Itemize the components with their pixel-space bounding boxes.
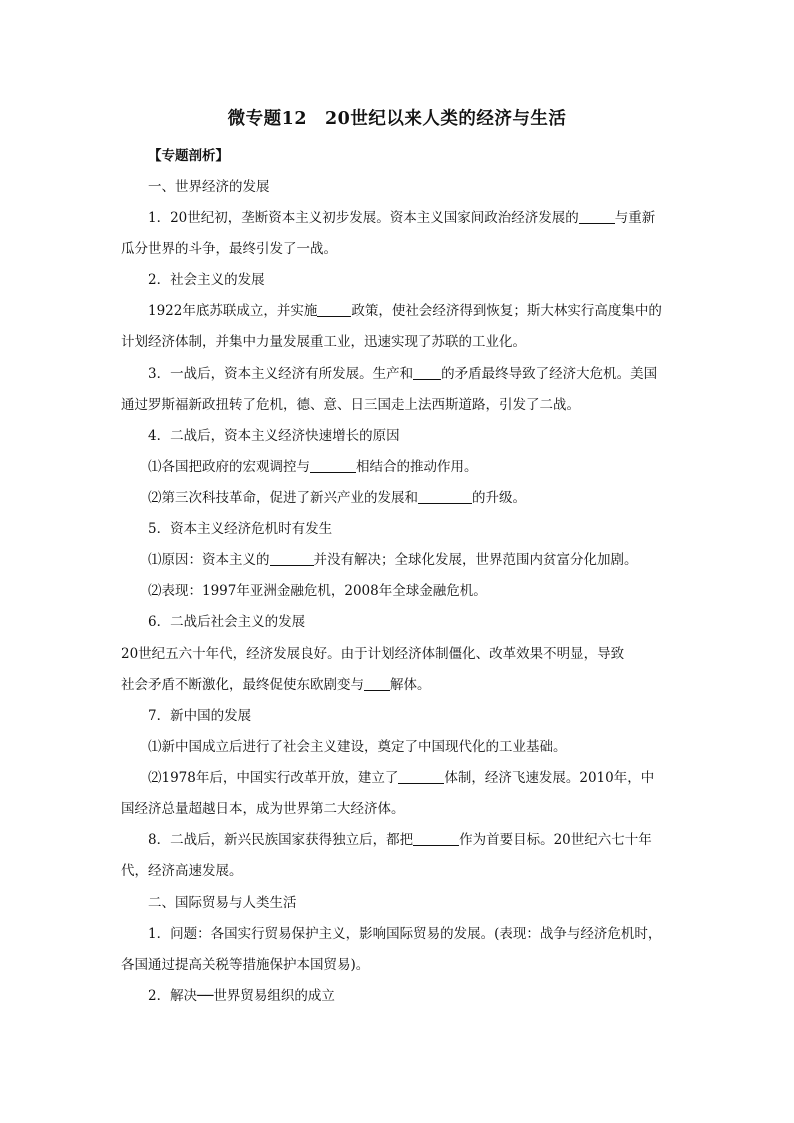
item2-heading: 2．社会主义的发展: [148, 272, 265, 288]
item7-heading: 7．新中国的发展: [148, 708, 252, 724]
item6-line2: 社会矛盾不断激化，最终促使东欧剧变与 解体。: [121, 677, 431, 693]
item2-line1: 1922年底苏联成立，并实施 政策，使社会经济得到恢复；斯大林实行高度集中的: [148, 303, 662, 319]
item7-point2-cont: 国经济总量超越日本，成为世界第二大经济体。: [121, 801, 405, 817]
item5-point1: ⑴原因：资本主义的 并没有解决；全球化发展，世界范围内贫富分化加剧。: [148, 552, 638, 568]
fill-blank[interactable]: [310, 458, 356, 473]
part2-item2-heading: 2．解决──世界贸易组织的成立: [148, 988, 335, 1004]
part2-heading: 二、国际贸易与人类生活: [148, 895, 297, 911]
item4-point1: ⑴各国把政府的宏观调控与 相结合的推动作用。: [148, 459, 478, 475]
item8-line1: 8．二战后，新兴民族国家获得独立后，都把 作为首要目标。20世纪六七十年: [148, 832, 652, 848]
item7-point1: ⑴新中国成立后进行了社会主义建设，奠定了中国现代化的工业基础。: [148, 739, 567, 755]
item4-point2: ⑵第三次科技革命，促进了新兴产业的发展和 的升级。: [148, 490, 526, 506]
part2-item1-line2: 各国通过提高关税等措施保护本国贸易)。: [121, 957, 370, 973]
section-heading: 【专题剖析】: [148, 148, 229, 164]
item2-line2: 计划经济体制，并集中力量发展重工业，迅速实现了苏联的工业化。: [121, 334, 526, 350]
item5-point2: ⑵表现：1997年亚洲金融危机，2008年全球金融危机。: [148, 583, 487, 599]
part1-heading: 一、世界经济的发展: [148, 179, 270, 195]
item7-point2: ⑵1978年后，中国实行改革开放，建立了 体制，经济飞速发展。2010年，中: [148, 770, 655, 786]
item6-line1: 20世纪五六十年代，经济发展良好。由于计划经济体制僵化、改革效果不明显，导致: [121, 646, 625, 662]
item5-heading: 5．资本主义经济危机时有发生: [148, 521, 333, 537]
item3-line2: 通过罗斯福新政扭转了危机，德、意、日三国走上法西斯道路，引发了二战。: [121, 397, 580, 413]
fill-blank[interactable]: [418, 489, 472, 504]
item3-line1: 3．一战后，资本主义经济有所发展。生产和 的矛盾最终导致了经济大危机。美国: [148, 366, 658, 382]
item4-heading: 4．二战后，资本主义经济快速增长的原因: [148, 428, 400, 444]
fill-blank[interactable]: [579, 209, 615, 224]
fill-blank[interactable]: [270, 551, 314, 566]
part2-item1-line1: 1．问题：各国实行贸易保护主义，影响国际贸易的发展。(表现：战争与经济危机时，: [148, 926, 662, 942]
fill-blank[interactable]: [413, 831, 459, 846]
fill-blank[interactable]: [413, 365, 441, 380]
item1-line2: 瓜分世界的斗争，最终引发了一战。: [121, 241, 337, 257]
page-title: 微专题12 20世纪以来人类的经济与生活: [227, 109, 567, 129]
item6-heading: 6．二战后社会主义的发展: [148, 614, 306, 630]
fill-blank[interactable]: [398, 769, 444, 784]
item8-line2: 代，经济高速发展。: [121, 863, 243, 879]
item1-line1: 1．20世纪初，垄断资本主义初步发展。资本主义国家间政治经济发展的 与重新: [148, 210, 656, 226]
fill-blank[interactable]: [317, 302, 351, 317]
fill-blank[interactable]: [364, 676, 390, 691]
